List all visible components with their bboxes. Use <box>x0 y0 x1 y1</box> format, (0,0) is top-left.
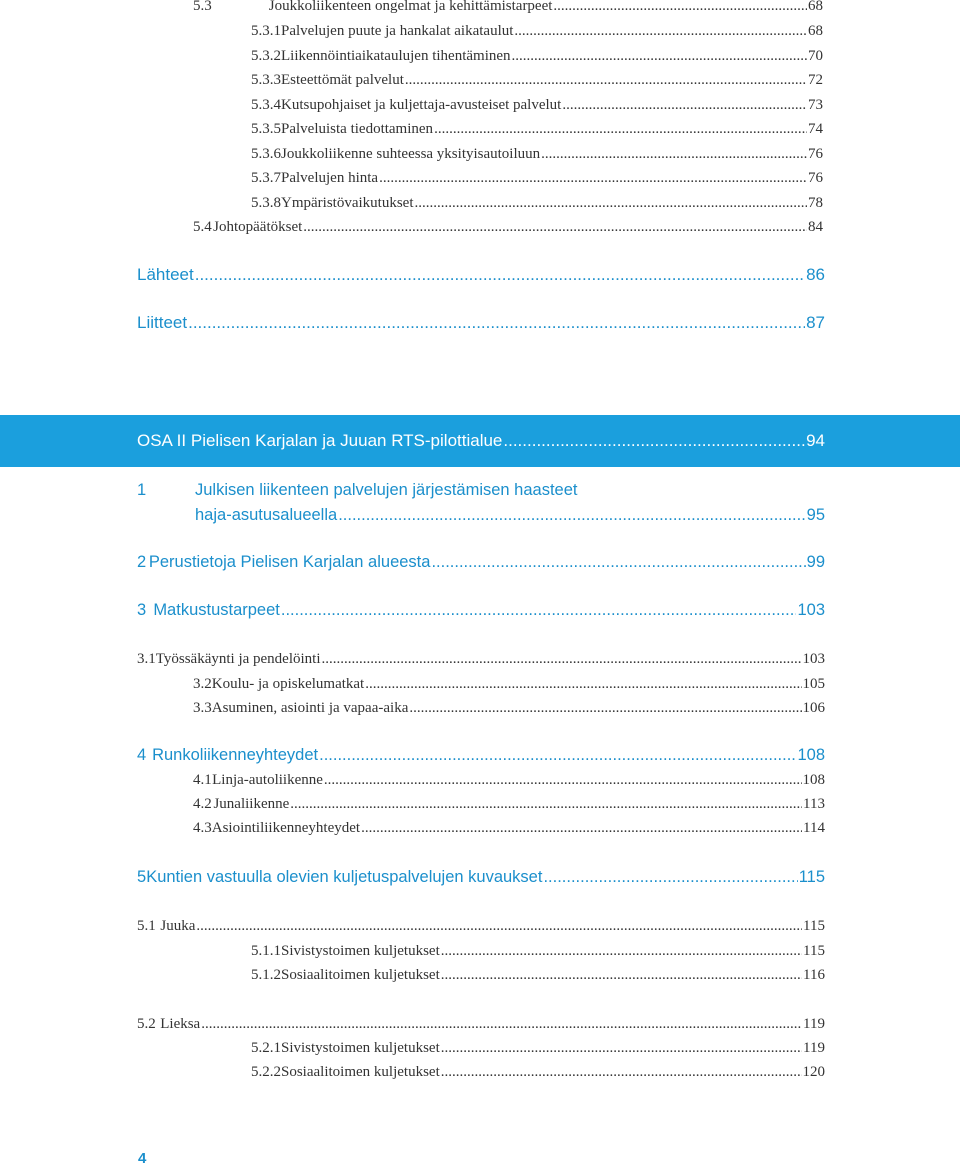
entry-page: 105 <box>802 676 825 692</box>
entry-page: 119 <box>803 1040 825 1056</box>
entry-title: Johtopäätökset <box>213 219 303 235</box>
entry-number: 1 <box>137 481 147 499</box>
entry-title: Ympäristövaikutukset <box>281 195 414 211</box>
entry-title: Esteettömät palvelut <box>281 72 404 88</box>
entry-title: Perustietoja Pielisen Karjalan alueesta <box>148 553 431 571</box>
entry-page: 76 <box>808 170 823 186</box>
toc-entry[interactable] <box>251 23 823 40</box>
toc-entry[interactable] <box>251 146 823 163</box>
entry-page: 74 <box>808 121 823 137</box>
entry-page: 68 <box>808 23 823 39</box>
part-banner <box>0 415 960 467</box>
entry-number: 5.3.1 <box>251 23 281 39</box>
dot-leader <box>562 97 807 114</box>
entry-page: 116 <box>803 967 825 983</box>
toc-chapter-3[interactable] <box>137 601 825 620</box>
dot-leader <box>361 820 802 837</box>
toc-entry-lahteet[interactable] <box>137 265 825 285</box>
entry-title: Asuminen, asiointi ja vapaa-aika <box>211 700 409 716</box>
dot-leader <box>322 651 802 668</box>
entry-page: 87 <box>806 313 825 332</box>
entry-number: 5.3.4 <box>251 97 281 113</box>
entry-number: 5.4 <box>193 219 212 235</box>
toc-entry-liitteet[interactable] <box>137 313 825 333</box>
toc-entry[interactable] <box>137 651 825 668</box>
toc-entry[interactable] <box>251 967 825 984</box>
toc-entry[interactable] <box>251 121 823 138</box>
entry-title: Joukkoliikenteen ongelmat ja kehittämistarpeet <box>268 0 553 14</box>
entry-page: 84 <box>808 219 823 235</box>
entry-page: 119 <box>803 1016 825 1032</box>
entry-number: 5.1.1 <box>251 943 281 959</box>
entry-title: Sivistystoimen kuljetukset <box>281 1040 440 1056</box>
entry-number: 4.3 <box>193 820 212 836</box>
dot-leader <box>441 1064 802 1081</box>
entry-page: 113 <box>803 796 825 812</box>
dot-leader <box>201 1016 802 1033</box>
entry-number: 3.3 <box>193 700 212 716</box>
page-number: 4 <box>138 1150 147 1167</box>
entry-number: 5.2.2 <box>251 1064 281 1080</box>
entry-number: 4 <box>137 746 147 764</box>
entry-title: Sosiaalitoimen kuljetukset <box>281 967 440 983</box>
toc-entry-part2[interactable] <box>137 431 825 451</box>
entry-number: 5.2 <box>137 1016 156 1032</box>
entry-title: Kutsupohjaiset ja kuljettaja-avusteiset palvelut <box>281 97 562 113</box>
entry-number: 5.3.2 <box>251 48 281 64</box>
entry-title: Palveluista tiedottaminen <box>281 121 434 137</box>
toc-entry[interactable] <box>193 772 825 789</box>
dot-leader <box>319 746 796 765</box>
entry-title: OSA II Pielisen Karjalan ja Juuan RTS-pilottialue <box>137 431 503 450</box>
entry-title: Lieksa <box>160 1016 201 1032</box>
entry-title-cont: haja-asutusalueella <box>195 506 338 524</box>
toc-entry[interactable] <box>193 796 825 813</box>
toc-entry[interactable] <box>251 97 823 114</box>
dot-leader <box>434 121 807 138</box>
dot-leader <box>514 23 807 40</box>
entry-page: 115 <box>798 868 825 886</box>
dot-leader <box>303 219 807 236</box>
toc-entry[interactable] <box>137 1016 825 1033</box>
entry-number: 5.1 <box>137 918 156 934</box>
entry-title: Asiointiliikenneyhteydet <box>211 820 361 836</box>
dot-leader <box>441 943 802 960</box>
entry-number: 5.3.5 <box>251 121 281 137</box>
toc-chapter-1-line1[interactable] <box>137 481 825 500</box>
dot-leader <box>553 0 807 15</box>
entry-title: Junaliikenne <box>213 796 290 812</box>
dot-leader <box>365 676 801 693</box>
dot-leader <box>324 772 802 789</box>
entry-number: 4.2 <box>193 796 212 812</box>
dot-leader <box>414 195 807 212</box>
dot-leader <box>405 72 807 89</box>
entry-number: 5.1.2 <box>251 967 281 983</box>
toc-chapter-1-line2[interactable] <box>195 506 825 525</box>
toc-entry[interactable] <box>193 676 825 693</box>
entry-title: Joukkoliikenne suhteessa yksityisautoiluun <box>281 146 541 162</box>
dot-leader <box>196 918 802 935</box>
entry-number: 3.1 <box>137 651 156 667</box>
dot-leader <box>441 1040 802 1057</box>
dot-leader <box>541 146 807 163</box>
entry-number: 5 <box>137 868 147 886</box>
entry-title: Sivistystoimen kuljetukset <box>281 943 440 959</box>
toc-entry[interactable] <box>137 918 825 935</box>
entry-title: Linja-autoliikenne <box>212 772 323 788</box>
entry-title: Palvelujen puute ja hankalat aikataulut <box>281 23 514 39</box>
entry-page: 103 <box>802 651 825 667</box>
entry-title: Liikennöintiaikataulujen tihentäminen <box>281 48 511 64</box>
entry-title: Juuka <box>160 918 196 934</box>
toc-entry[interactable] <box>251 72 823 89</box>
toc-entry[interactable] <box>251 943 825 960</box>
entry-title: Työssäkäynti ja pendelöinti <box>155 651 321 667</box>
toc-entry[interactable] <box>193 700 825 717</box>
entry-page: 78 <box>808 195 823 211</box>
entry-page: 68 <box>808 0 823 14</box>
dot-leader <box>195 265 805 285</box>
entry-number: 3.2 <box>193 676 212 692</box>
entry-page: 99 <box>806 553 825 571</box>
entry-title: Koulu- ja opiskelumatkat <box>211 676 365 692</box>
entry-page: 73 <box>808 97 823 113</box>
entry-number: 5.3.6 <box>251 146 281 162</box>
toc-chapter-4[interactable] <box>137 746 825 765</box>
toc-chapter-2[interactable] <box>137 553 825 572</box>
dot-leader <box>281 601 797 620</box>
dot-leader <box>338 506 805 525</box>
entry-title: Palvelujen hinta <box>281 170 379 186</box>
dot-leader <box>441 967 802 984</box>
entry-title: Sosiaalitoimen kuljetukset <box>281 1064 440 1080</box>
dot-leader <box>409 700 801 717</box>
entry-number: 5.3.3 <box>251 72 281 88</box>
toc-entry[interactable] <box>251 48 823 65</box>
dot-leader <box>503 431 805 451</box>
dot-leader <box>512 48 807 65</box>
entry-title: Runkoliikenneyhteydet <box>152 746 319 764</box>
toc-entry[interactable] <box>193 820 825 837</box>
entry-page: 114 <box>803 820 825 836</box>
entry-number: 5.3 <box>193 0 212 14</box>
entry-page: 95 <box>806 506 825 524</box>
dot-leader <box>188 313 805 333</box>
entry-page: 115 <box>803 943 825 959</box>
entry-title: Liitteet <box>137 313 188 332</box>
entry-page: 70 <box>808 48 823 64</box>
entry-page: 108 <box>797 746 825 764</box>
entry-page: 72 <box>808 72 823 88</box>
toc-entry[interactable] <box>251 170 823 187</box>
entry-page: 86 <box>806 265 825 284</box>
entry-page: 76 <box>808 146 823 162</box>
entry-number: 5.3.8 <box>251 195 281 211</box>
entry-page: 94 <box>806 431 825 450</box>
dot-leader <box>543 868 797 887</box>
toc-chapter-5[interactable] <box>137 868 825 887</box>
dot-leader <box>290 796 802 813</box>
entry-title: Matkustustarpeet <box>153 601 280 619</box>
entry-page: 103 <box>797 601 825 619</box>
toc-entry[interactable] <box>193 219 823 236</box>
dot-leader <box>379 170 807 187</box>
entry-title: Julkisen liikenteen palvelujen järjestämisen haasteet <box>195 481 578 499</box>
entry-page: 120 <box>802 1064 825 1080</box>
entry-page: 108 <box>802 772 825 788</box>
entry-title: Lähteet <box>137 265 194 284</box>
toc-entry[interactable] <box>251 195 823 212</box>
toc-entry[interactable] <box>251 1064 825 1081</box>
entry-page: 115 <box>803 918 825 934</box>
dot-leader <box>431 553 805 572</box>
entry-number: 5.2.1 <box>251 1040 281 1056</box>
entry-title: Kuntien vastuulla olevien kuljetuspalvelujen kuvaukset <box>146 868 543 886</box>
entry-page: 106 <box>802 700 825 716</box>
entry-number: 3 <box>137 601 147 619</box>
entry-number: 2 <box>137 553 147 571</box>
toc-entry[interactable] <box>251 1040 825 1057</box>
entry-number: 4.1 <box>193 772 212 788</box>
entry-number: 5.3.7 <box>251 170 281 186</box>
toc-entry[interactable] <box>193 0 823 15</box>
